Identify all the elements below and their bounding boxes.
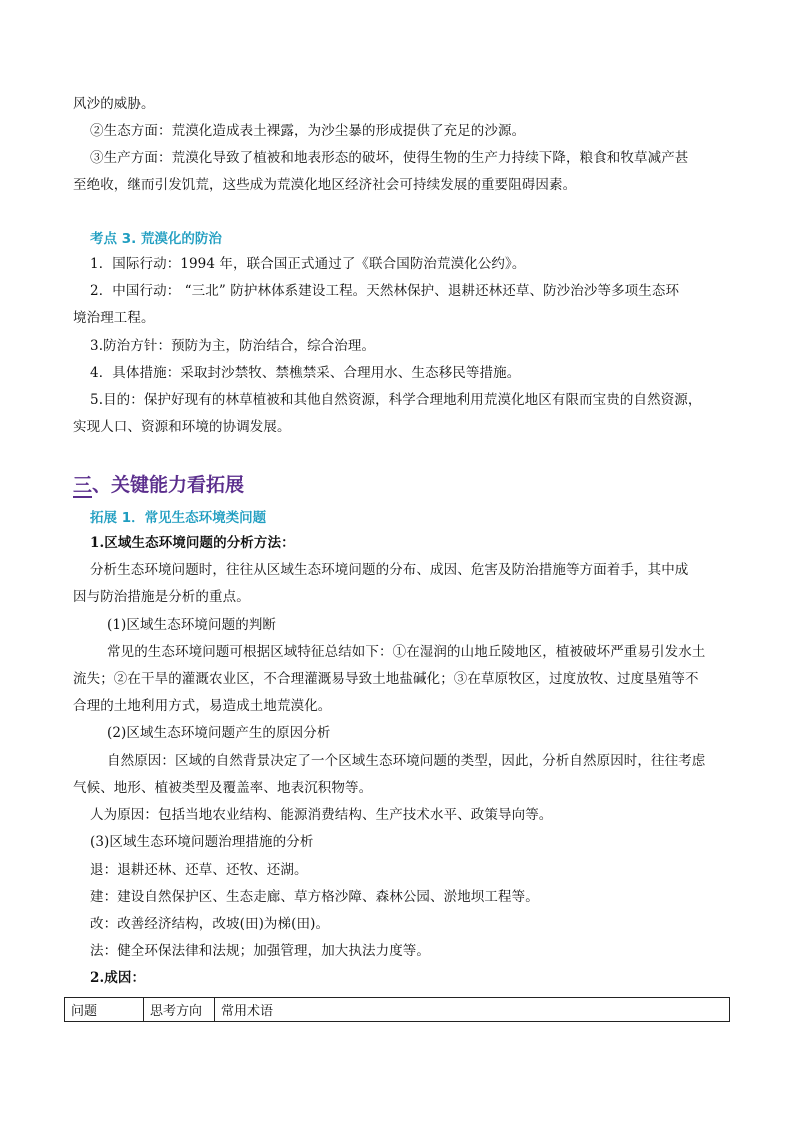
text-line: 4．具体措施：采取封沙禁牧、禁樵禁采、合理用水、生态移民等措施。 [90, 365, 521, 381]
text-line: 至绝收，继而引发饥荒，这些成为荒漠化地区经济社会可持续发展的重要阻碍因素。 [73, 177, 577, 193]
text-line: 境治理工程。 [73, 310, 155, 326]
text-line: 因与防治措施是分析的重点。 [73, 589, 250, 605]
text-line: 5.目的：保护好现有的林草植被和其他自然资源，科学合理地利用荒漠化地区有限而宝贵的自然资源， [90, 392, 702, 408]
text-line: 人为原因：包括当地农业结构、能源消费结构、生产技术水平、政策导向等。 [90, 807, 553, 823]
text-line: 1．国际行动：1994 年，联合国正式通过了《联合国防治荒漠化公约》。 [90, 256, 526, 272]
subheading-extension-1: 拓展 1．常见生态环境类问题 [90, 510, 267, 526]
text-line: 退：退耕还林、还草、还牧、还湖。 [90, 862, 308, 878]
section-title: 三、关键能力看拓展 [73, 474, 245, 496]
table-header-cell: 常用术语 [215, 998, 730, 1022]
text-line: 法：健全环保法律和法规；加强管理，加大执法力度等。 [90, 943, 430, 959]
text-line: 1.区域生态环境问题的分析方法： [90, 535, 295, 551]
text-line: 实现人口、资源和环境的协调发展。 [73, 419, 291, 435]
text-line: 2.成因： [90, 970, 146, 986]
text-line: (2)区域生态环境问题产生的原因分析 [107, 725, 331, 741]
table-header-cell: 思考方向 [144, 998, 215, 1022]
table-header-row [65, 998, 730, 1022]
subheading-exam-point-3: 考点 3. 荒漠化的防治 [90, 231, 222, 247]
text-line: ②生态方面：荒漠化造成表土裸露，为沙尘暴的形成提供了充足的沙源。 [90, 123, 526, 139]
text-line: 3.防治方针：预防为主，防治结合，综合治理。 [90, 338, 376, 354]
text-line: 合理的土地利用方式，易造成土地荒漠化。 [73, 698, 332, 714]
text-line: 2．中国行动： “三北” 防护林体系建设工程。天然林保护、退耕还林还草、防沙治沙等多项生态环 [90, 283, 680, 299]
text-line: 分析生态环境问题时，往往从区域生态环境问题的分布、成因、危害及防治措施等方面着手，其中成 [90, 562, 689, 578]
text-line: 建：建设自然保护区、生态走廊、草方格沙障、森林公园、淤地坝工程等。 [90, 889, 539, 905]
text-line: (3)区域生态环境问题治理措施的分析 [90, 834, 314, 850]
text-line: 常见的生态环境问题可根据区域特征总结如下：①在湿润的山地丘陵地区，植被破坏严重易引发水土 [107, 644, 706, 660]
text-line: 自然原因：区域的自然背景决定了一个区域生态环境问题的类型，因此，分析自然原因时，往往考虑 [107, 753, 706, 769]
table-header-cell: 问题 [65, 998, 144, 1022]
text-line: 流失；②在干旱的灌溉农业区，不合理灌溉易导致土地盐碱化；③在草原牧区，过度放牧、过度垦殖等不 [73, 671, 699, 687]
text-line: (1)区域生态环境问题的判断 [107, 617, 277, 633]
text-line: 气候、地形、植被类型及覆盖率、地表沉积物等。 [73, 780, 373, 796]
text-line: 风沙的威胁。 [73, 96, 155, 112]
causes-table [64, 997, 730, 1022]
text-line: 改：改善经济结构，改坡(田)为梯(田)。 [90, 916, 330, 932]
text-line: ③生产方面：荒漠化导致了植被和地表形态的破坏，使得生物的生产力持续下降，粮食和牧草减产甚 [90, 150, 689, 166]
